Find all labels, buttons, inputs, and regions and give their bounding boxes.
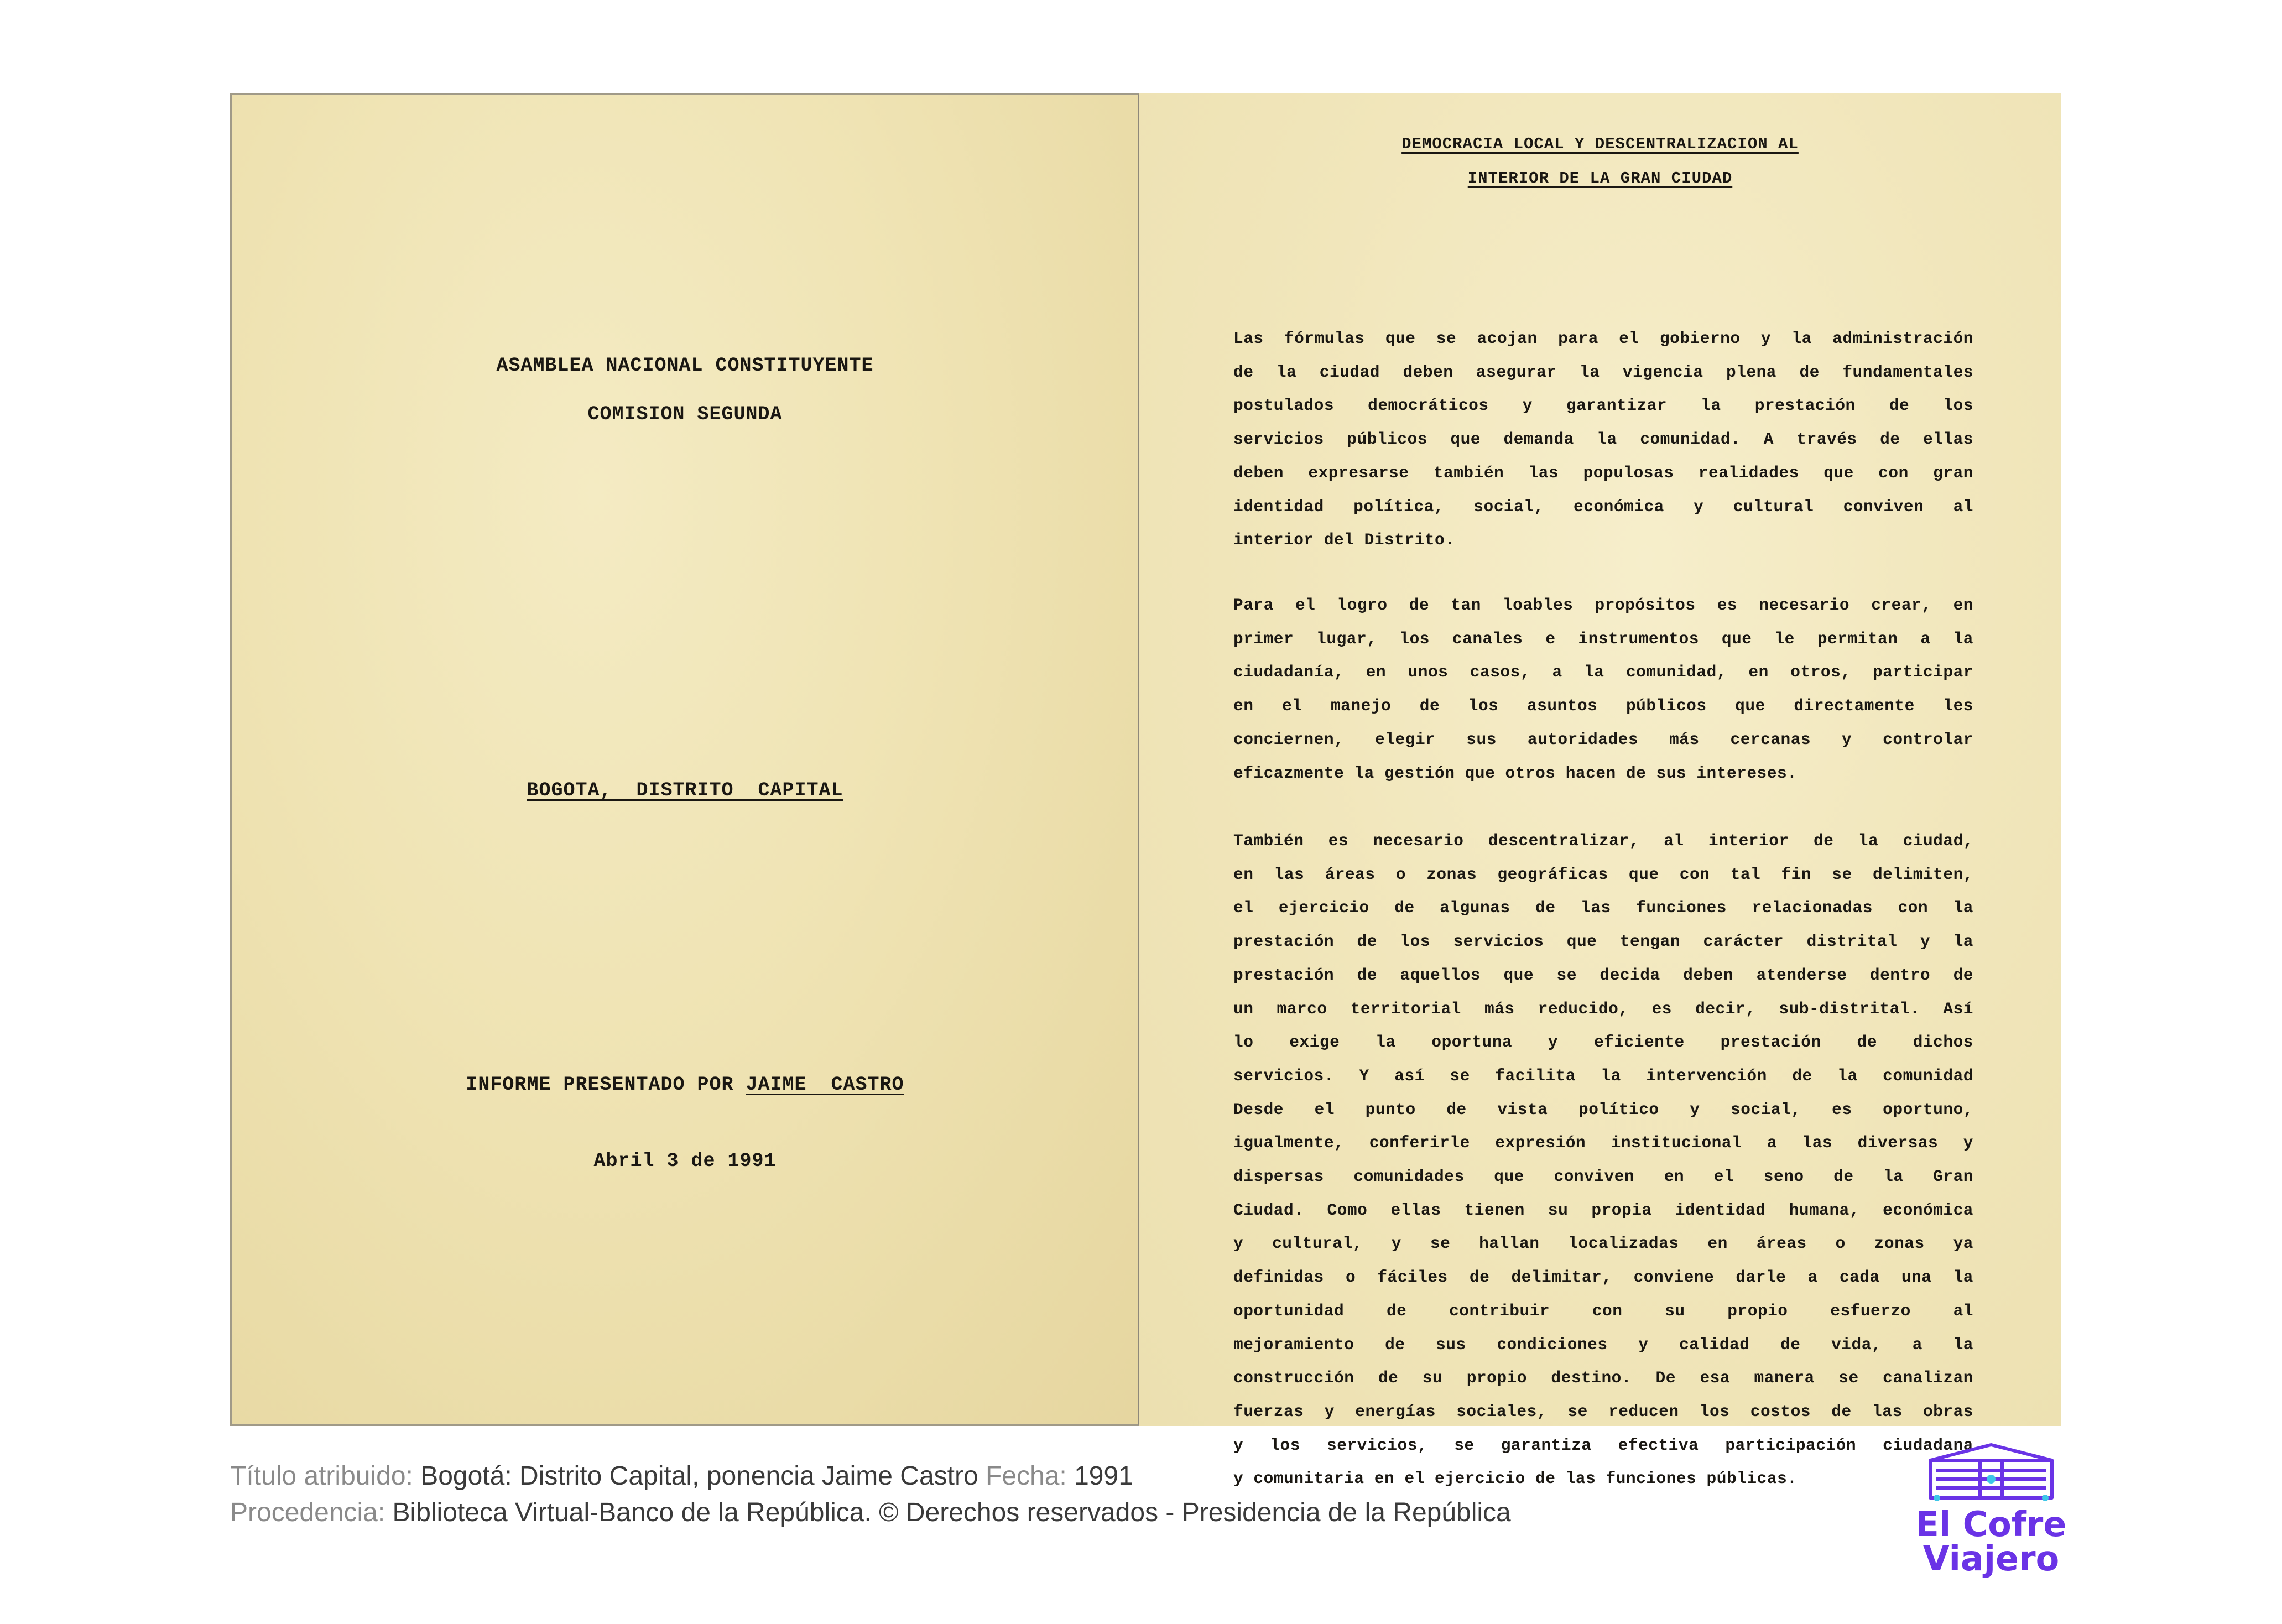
cover-report-line — [232, 1074, 1138, 1096]
body-text-line: definidas o fáciles de delimitar, conviene darle a cada una la — [1233, 1268, 1973, 1287]
body-title-line2: INTERIOR DE LA GRAN CIUDAD — [1467, 169, 1733, 188]
body-text-line: en las áreas o zonas geográficas que con tal fin se delimiten, — [1233, 865, 1973, 884]
body-text-line: fuerzas y energías sociales, se reducen los costos de las obras — [1233, 1402, 1973, 1421]
body-text-line: el ejercicio de algunas de las funciones relacionadas con la — [1233, 898, 1973, 918]
body-text-line: oportunidad de contribuir con su propio esfuerzo al — [1233, 1301, 1973, 1320]
body-text-line: identidad política, social, económica y cultural conviven al — [1233, 497, 1973, 516]
caption — [230, 1458, 1511, 1531]
body-text-line: Para el logro de tan loables propósitos es necesario crear, en — [1233, 596, 1973, 615]
body-text-line: prestación de aquellos que se decida deben atenderse dentro de — [1233, 965, 1973, 985]
cover-author: JAIME CASTRO — [746, 1074, 904, 1096]
logo-line1: El Cofre — [1915, 1504, 2067, 1544]
body-text-line: conciernen, elegir sus autoridades más cercanas y controlar — [1233, 730, 1973, 749]
body-text-line: un marco territorial más reducido, es decir, sub-distrital. Así — [1233, 999, 1973, 1018]
caption-date-label: Fecha: — [978, 1461, 1075, 1491]
caption-source-label: Procedencia: — [230, 1498, 393, 1527]
body-page — [1139, 93, 2061, 1488]
logo-line2: Viajero — [1922, 1538, 2060, 1579]
body-text-line: ciudadanía, en unos casos, a la comunidad, en otros, participar — [1233, 663, 1973, 682]
body-text-line: lo exige la oportuna y eficiente prestación de dichos — [1233, 1033, 1973, 1052]
body-text-line: servicios públicos que demanda la comunidad. A través de ellas — [1233, 430, 1973, 449]
body-text-line: Ciudad. Como ellas tienen su propia identidad humana, económica — [1233, 1200, 1973, 1220]
body-text-line: interior del Distrito. — [1233, 530, 1455, 550]
cover-date: Abril 3 de 1991 — [593, 1150, 777, 1172]
body-text-line: Las fórmulas que se acojan para el gobierno y la administración — [1233, 329, 1973, 348]
cover-report-prefix: INFORME PRESENTADO POR — [466, 1074, 746, 1096]
body-text-line: mejoramiento de sus condiciones y calidad de vida, a la — [1233, 1335, 1973, 1354]
body-text-line: prestación de los servicios que tengan carácter distrital y la — [1233, 932, 1973, 951]
body-text-line: servicios. Y así se facilita la intervención de la comunidad — [1233, 1066, 1973, 1085]
body-title-line1: DEMOCRACIA LOCAL Y DESCENTRALIZACION AL — [1401, 135, 1799, 153]
caption-line1 — [230, 1458, 1511, 1495]
body-text-line: dispersas comunidades que conviven en el seno de la Gran — [1233, 1167, 1973, 1186]
body-text-line: de la ciudad deben asegurar la vigencia plena de fundamentales — [1233, 362, 1973, 382]
caption-title-value: Bogotá: Distrito Capital, ponencia Jaime Castro — [420, 1461, 978, 1491]
cover-assembly-title: ASAMBLEA NACIONAL CONSTITUYENTE — [496, 355, 874, 377]
chest-icon — [1914, 1438, 2069, 1505]
body-text-line: y comunitaria en el ejercicio de las funciones públicas. — [1233, 1469, 1798, 1488]
cover-place: BOGOTA, DISTRITO CAPITAL — [527, 779, 843, 801]
cover-page — [230, 93, 1139, 1426]
caption-title-label: Título atribuido: — [230, 1461, 421, 1491]
body-text-line: postulados democráticos y garantizar la prestación de los — [1233, 396, 1973, 415]
body-text-line: deben expresarse también las populosas realidades que con gran — [1233, 463, 1973, 482]
el-cofre-viajero-logo — [1914, 1438, 2069, 1579]
caption-line2 — [230, 1495, 1511, 1531]
body-text-line: primer lugar, los canales e instrumentos que le permitan a la — [1233, 629, 1973, 648]
cover-commission: COMISION SEGUNDA — [587, 403, 783, 425]
body-text-line: construcción de su propio destino. De esa manera se canalizan — [1233, 1368, 1973, 1388]
body-text-line: También es necesario descentralizar, al interior de la ciudad, — [1233, 831, 1973, 850]
body-text-line: igualmente, conferirle expresión institucional a las diversas y — [1233, 1133, 1973, 1153]
body-text-line: en el manejo de los asuntos públicos que directamente les — [1233, 696, 1973, 716]
caption-date-value: 1991 — [1074, 1461, 1133, 1491]
body-text-line: y cultural, y se hallan localizadas en áreas o zonas ya — [1233, 1234, 1973, 1253]
body-text-line: y los servicios, se garantiza efectiva participación ciudadana — [1233, 1435, 1973, 1455]
body-text-line: eficazmente la gestión que otros hacen de sus intereses. — [1233, 763, 1798, 783]
caption-source-value: Biblioteca Virtual-Banco de la República. © Derechos reservados - Presidencia de la República — [392, 1498, 1511, 1527]
body-text-line: Desde el punto de vista político y social, es oportuno, — [1233, 1100, 1973, 1119]
